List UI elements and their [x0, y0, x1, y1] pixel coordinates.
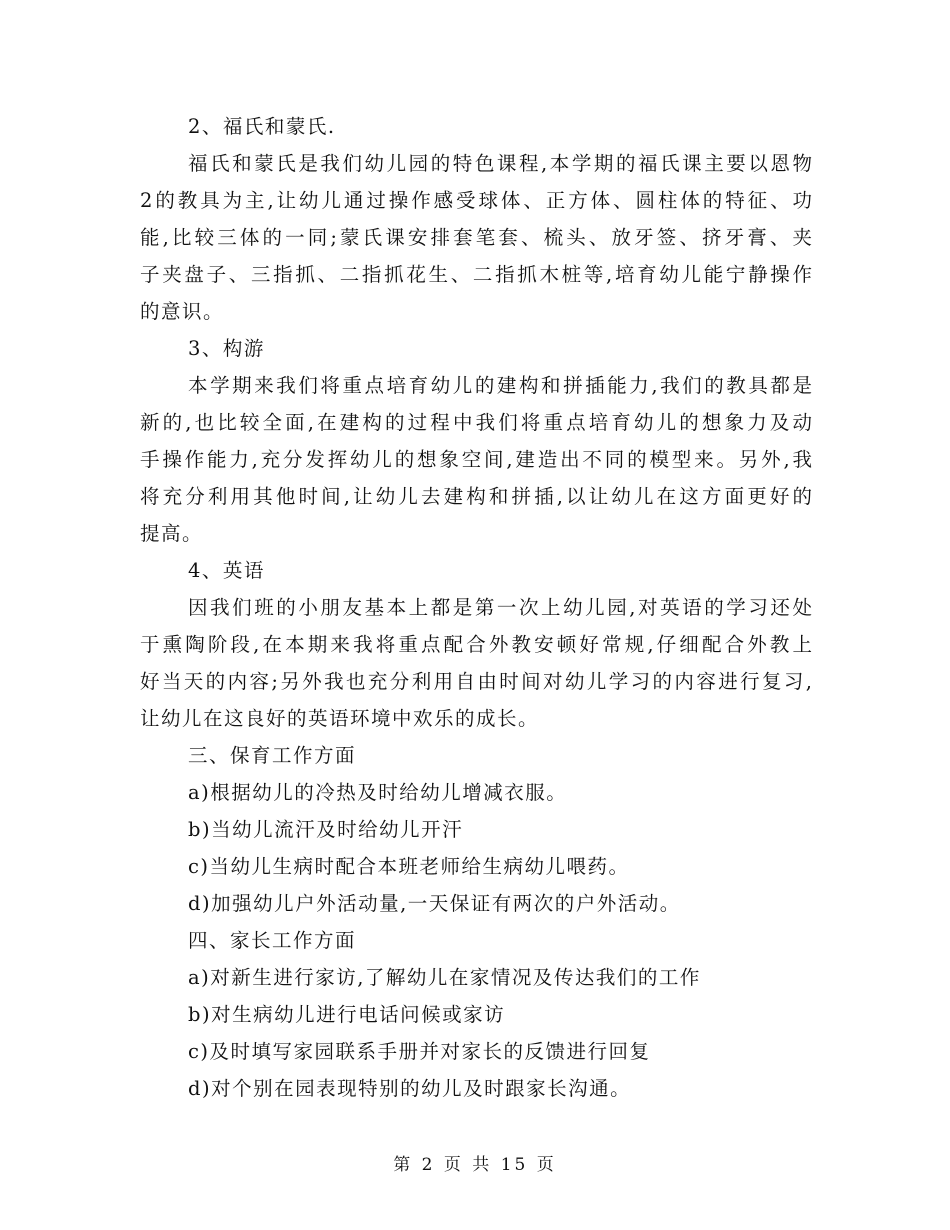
- text-line: 能,比较三体的一同;蒙氏课安排套笔套、梳头、放牙签、挤牙膏、夹: [140, 226, 812, 249]
- text-line: 4、英语: [188, 559, 265, 582]
- text-line: 2、福氏和蒙氏.: [188, 115, 336, 138]
- text-line: b)当幼儿流汗及时给幼儿开汗: [188, 818, 464, 841]
- text-line: b)对生病幼儿进行电话问候或家访: [188, 1003, 506, 1026]
- text-line: c)及时填写家园联系手册并对家长的反馈进行回复: [188, 1040, 651, 1063]
- text-line: 因我们班的小朋友基本上都是第一次上幼儿园,对英语的学习还处: [188, 596, 812, 619]
- text-line: 手操作能力,充分发挥幼儿的想象空间,建造出不同的模型来。另外,我: [140, 448, 812, 471]
- text-line: 的意识。: [140, 300, 225, 323]
- text-line: 于熏陶阶段,在本期来我将重点配合外教安顿好常规,仔细配合外教上: [140, 633, 812, 656]
- text-line: 将充分利用其他时间,让幼儿去建构和拼插,以让幼儿在这方面更好的: [140, 485, 812, 508]
- text-line: 3、构游: [188, 337, 265, 360]
- text-line: 本学期来我们将重点培育幼儿的建构和拼插能力,我们的教具都是: [188, 374, 812, 397]
- text-line: 好当天的内容;另外我也充分利用自由时间对幼儿学习的内容进行复习,: [140, 670, 812, 693]
- text-line: 三、保育工作方面: [188, 744, 357, 767]
- text-line: 福氏和蒙氏是我们幼儿园的特色课程,本学期的福氏课主要以恩物: [188, 152, 812, 175]
- text-line: 2的教具为主,让幼儿通过操作感受球体、正方体、圆柱体的特征、功: [140, 189, 812, 212]
- text-line: 让幼儿在这良好的英语环境中欢乐的成长。: [140, 707, 540, 730]
- text-line: a)对新生进行家访,了解幼儿在家情况及传达我们的工作: [188, 966, 701, 989]
- document-body: [140, 108, 812, 1107]
- text-line: 四、家长工作方面: [188, 929, 357, 952]
- text-line: d)加强幼儿户外活动量,一天保证有两次的户外活动。: [188, 892, 681, 915]
- text-line: 子夹盘子、三指抓、二指抓花生、二指抓木桩等,培育幼儿能宁静操作: [140, 263, 812, 286]
- text-line: a)根据幼儿的冷热及时给幼儿增减衣服。: [188, 781, 568, 804]
- text-line: d)对个别在园表现特别的幼儿及时跟家长沟通。: [188, 1077, 632, 1100]
- text-line: 提高。: [140, 522, 204, 545]
- page-footer: 第 2 页 共 15 页: [393, 1155, 557, 1175]
- text-line: 新的,也比较全面,在建构的过程中我们将重点培育幼儿的想象力及动: [140, 411, 812, 434]
- text-line: c)当幼儿生病时配合本班老师给生病幼儿喂药。: [188, 855, 630, 878]
